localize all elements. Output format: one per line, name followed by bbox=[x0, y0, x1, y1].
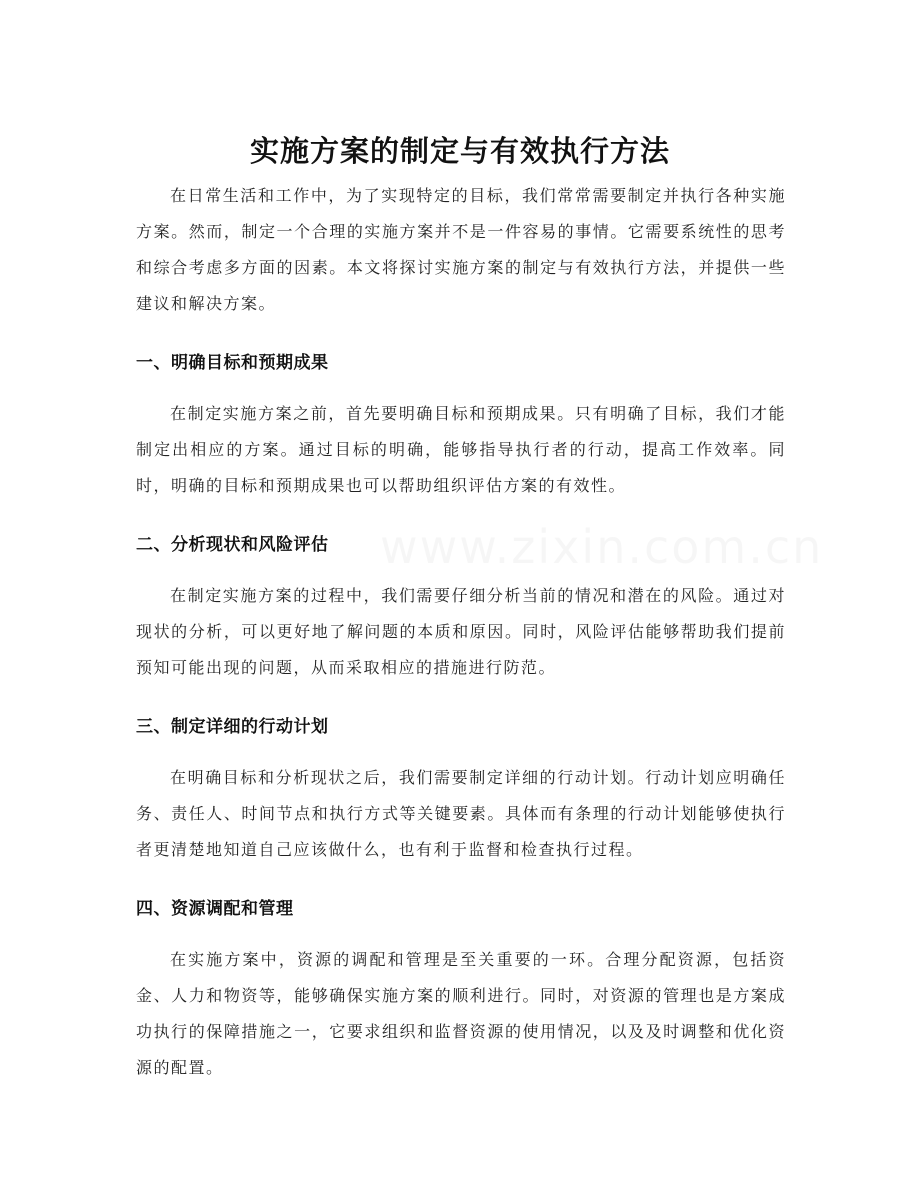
section-heading-1: 一、明确目标和预期成果 bbox=[136, 353, 329, 373]
section-paragraph-1: 在制定实施方案之前，首先要明确目标和预期成果。只有明确了目标，我们才能制定出相应的方案。通过目标的明确，能够指导执行者的行动，提高工作效率。同时，明确的目标和预期成果也可以帮助组织评估方案的有效性。 bbox=[136, 404, 786, 495]
document-body bbox=[136, 178, 786, 1086]
section-heading-2: 二、分析现状和风险评估 bbox=[136, 535, 329, 555]
section-paragraph-4: 在实施方案中，资源的调配和管理是至关重要的一环。合理分配资源，包括资金、人力和物资等，能够确保实施方案的顺利进行。同时，对资源的管理也是方案成功执行的保障措施之一，它要求组织和监督资源的使用情况，以及及时调整和优化资源的配置。 bbox=[136, 950, 786, 1077]
intro-paragraph: 在日常生活和工作中，为了实现特定的目标，我们常常需要制定并执行各种实施方案。然而，制定一个合理的实施方案并不是一件容易的事情。它需要系统性的思考和综合考虑多方面的因素。本文将探讨实施方案的制定与有效执行方法，并提供一些建议和解决方案。 bbox=[136, 186, 786, 313]
section-paragraph-2: 在制定实施方案的过程中，我们需要仔细分析当前的情况和潜在的风险。通过对现状的分析，可以更好地了解问题的本质和原因。同时，风险评估能够帮助我们提前预知可能出现的问题，从而采取相应的措施进行防范。 bbox=[136, 586, 786, 677]
section-paragraph-3: 在明确目标和分析现状之后，我们需要制定详细的行动计划。行动计划应明确任务、责任人、时间节点和执行方式等关键要素。具体而有条理的行动计划能够使执行者更清楚地知道自己应该做什么，也有利于监督和检查执行过程。 bbox=[136, 768, 786, 859]
section-heading-3: 三、制定详细的行动计划 bbox=[136, 717, 329, 737]
section-heading-4: 四、资源调配和管理 bbox=[136, 899, 294, 919]
page-title: 实施方案的制定与有效执行方法 bbox=[249, 134, 670, 169]
